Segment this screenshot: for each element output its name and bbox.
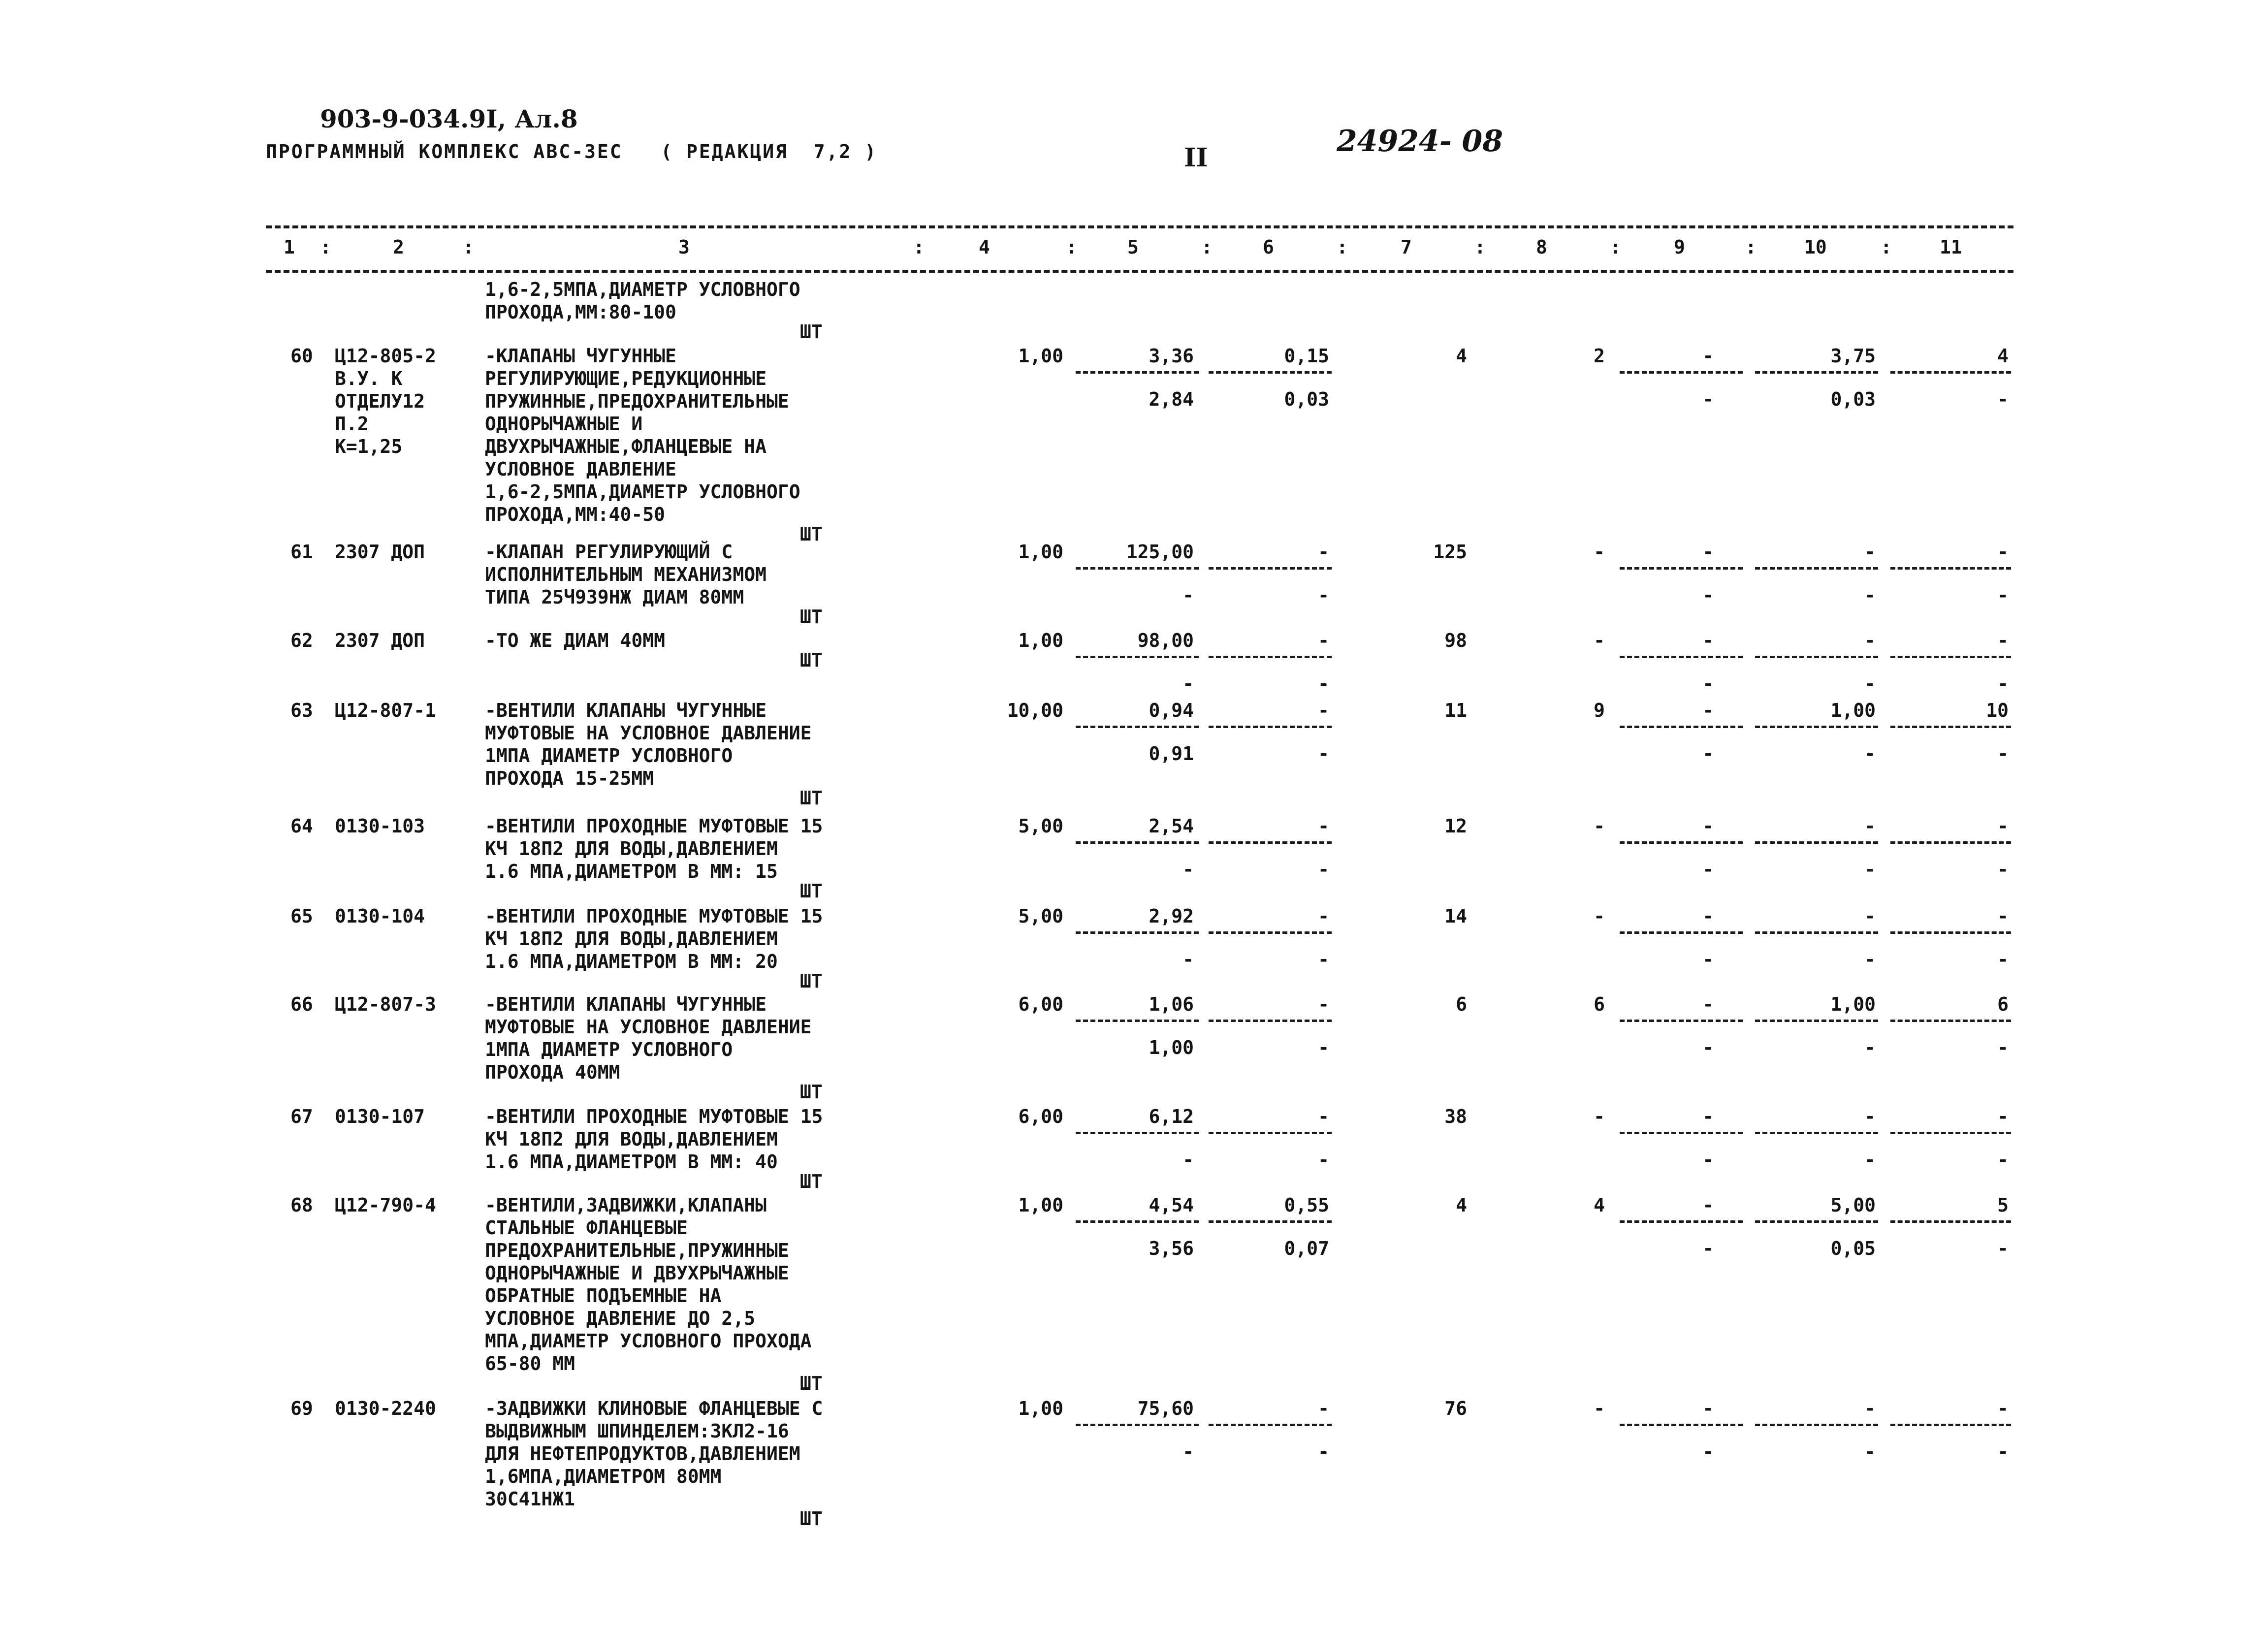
wages-total: 2 [1594, 345, 1605, 367]
wages-total: 6 [1594, 993, 1605, 1015]
total-cost: 4 [1456, 345, 1467, 367]
column-11-value: - [1997, 1106, 2009, 1127]
column-10-sub: - [1864, 949, 1876, 970]
value-separator-line [1620, 1424, 1743, 1426]
rate-code: 0130-104 [335, 905, 425, 927]
unit-of-measure: ШТ [800, 649, 823, 671]
unit-cost-total: 75,60 [1137, 1398, 1194, 1419]
column-9-value: - [1702, 993, 1714, 1015]
column-9-sub: - [1702, 1037, 1714, 1058]
quantity: 6,00 [1018, 993, 1063, 1015]
item-description: -ВЕНТИЛИ КЛАПАНЫ ЧУГУННЫЕ МУФТОВЫЕ НА УСЛОВНОЕ ДАВЛЕНИЕ 1МПА ДИАМЕТР УСЛОВНОГО ПРОХОДА 40ММ [485, 993, 812, 1083]
row-number: 66 [290, 993, 313, 1015]
value-separator-line [1890, 567, 2011, 570]
col-header-2: 2 [393, 236, 404, 258]
row-number: 68 [290, 1194, 313, 1216]
column-11-sub: - [1997, 673, 2009, 695]
value-separator-line [1755, 371, 1878, 374]
rate-code: Ц12-805-2 В.У. К ОТДЕЛУ12 П.2 К=1,25 [335, 345, 436, 457]
total-cost: 11 [1444, 700, 1467, 721]
col-divider: : [1881, 236, 1892, 258]
column-9-sub: - [1702, 1238, 1714, 1259]
handwritten-number: 24924- 08 [1337, 124, 1503, 159]
row-number: 60 [290, 345, 313, 367]
wages-total: - [1594, 1106, 1605, 1127]
col-header-8: 8 [1536, 236, 1547, 258]
unit-cost-total: 3,36 [1149, 345, 1194, 367]
unit-cost-wages: 2,84 [1149, 388, 1194, 410]
total-cost: 125 [1433, 541, 1467, 563]
col-header-7: 7 [1401, 236, 1412, 258]
value-separator-line [1209, 1020, 1332, 1022]
quantity: 1,00 [1018, 1398, 1063, 1419]
unit-cost-total: 4,54 [1149, 1194, 1194, 1216]
column-9-value: - [1702, 700, 1714, 721]
unit-cost-total: 0,94 [1149, 700, 1194, 721]
value-separator-line [1076, 656, 1199, 658]
value-separator-line [1755, 1424, 1878, 1426]
column-10-sub: - [1864, 1441, 1876, 1463]
value-separator-line [1076, 1220, 1199, 1223]
machine-cost: - [1318, 1398, 1329, 1419]
unit-cost-total: 125,00 [1126, 541, 1194, 563]
row-number: 62 [290, 630, 313, 651]
total-cost: 38 [1444, 1106, 1467, 1127]
top-rule [266, 225, 2013, 228]
unit-cost-wages: 0,91 [1149, 743, 1194, 765]
value-separator-line [1076, 1020, 1199, 1022]
column-11-value: 5 [1997, 1194, 2009, 1216]
unit-cost-wages: - [1182, 859, 1194, 880]
quantity: 10,00 [1007, 700, 1063, 721]
col-divider: : [1745, 236, 1757, 258]
unit-cost-wages: - [1182, 1441, 1194, 1463]
column-9-value: - [1702, 905, 1714, 927]
unit-of-measure: ШТ [800, 1171, 823, 1192]
unit-of-measure: ШТ [800, 787, 823, 809]
machine-cost: - [1318, 815, 1329, 837]
column-10-value: 5,00 [1830, 1194, 1876, 1216]
value-separator-line [1076, 931, 1199, 934]
value-separator-line [1076, 567, 1199, 570]
value-separator-line [1890, 1020, 2011, 1022]
value-separator-line [1620, 841, 1743, 844]
rate-code: 2307 ДОП [335, 630, 425, 651]
value-separator-line [1076, 841, 1199, 844]
column-10-value: - [1864, 905, 1876, 927]
machine-wages: - [1318, 743, 1329, 765]
column-9-sub: - [1702, 388, 1714, 410]
column-11-value: - [1997, 630, 2009, 651]
value-separator-line [1755, 1020, 1878, 1022]
machine-cost: - [1318, 541, 1329, 563]
column-9-value: - [1702, 1398, 1714, 1419]
quantity: 1,00 [1018, 630, 1063, 651]
item-description: -ВЕНТИЛИ ПРОХОДНЫЕ МУФТОВЫЕ 15 КЧ 18П2 ДЛЯ ВОДЫ,ДАВЛЕНИЕМ 1.6 МПА,ДИАМЕТРОМ В ММ: 15 [485, 815, 823, 882]
wages-total: - [1594, 630, 1605, 651]
col-header-1: 1 [284, 236, 295, 258]
row-number: 65 [290, 905, 313, 927]
col-divider: : [463, 236, 474, 258]
machine-cost: - [1318, 700, 1329, 721]
value-separator-line [1620, 1132, 1743, 1134]
item-description: 1,6-2,5МПА,ДИАМЕТР УСЛОВНОГО ПРОХОДА,ММ:80-100 [485, 279, 800, 323]
unit-cost-wages: 3,56 [1149, 1238, 1194, 1259]
unit-of-measure: ШТ [800, 606, 823, 628]
total-cost: 98 [1444, 630, 1467, 651]
document-title: ПРОГРАММНЫЙ КОМПЛЕКС АВС-3ЕС ( РЕДАКЦИЯ 7,2 ) [266, 141, 878, 162]
col-divider: : [1610, 236, 1621, 258]
column-11-value: 4 [1997, 345, 2009, 367]
column-11-sub: - [1997, 1238, 2009, 1259]
header-bottom-rule [266, 270, 2013, 273]
unit-cost-wages: - [1182, 949, 1194, 970]
wages-total: - [1594, 1398, 1605, 1419]
col-divider: : [320, 236, 331, 258]
value-separator-line [1890, 1424, 2011, 1426]
unit-cost-wages: - [1182, 584, 1194, 606]
quantity: 5,00 [1018, 815, 1063, 837]
value-separator-line [1755, 1220, 1878, 1223]
rate-code: Ц12-790-4 [335, 1194, 436, 1216]
column-10-value: - [1864, 1106, 1876, 1127]
column-11-value: - [1997, 1398, 2009, 1419]
value-separator-line [1620, 931, 1743, 934]
column-10-sub: - [1864, 584, 1876, 606]
col-header-3: 3 [678, 236, 690, 258]
column-11-value: 6 [1997, 993, 2009, 1015]
value-separator-line [1890, 371, 2011, 374]
value-separator-line [1620, 1020, 1743, 1022]
value-separator-line [1209, 1132, 1332, 1134]
document-code: 903-9-034.9I, Ал.8 [320, 104, 578, 133]
value-separator-line [1620, 371, 1743, 374]
machine-cost: - [1318, 905, 1329, 927]
column-10-sub: - [1864, 1149, 1876, 1171]
item-description: -ТО ЖЕ ДИАМ 40ММ [485, 630, 666, 651]
column-11-value: - [1997, 815, 2009, 837]
value-separator-line [1209, 726, 1332, 728]
total-cost: 14 [1444, 905, 1467, 927]
col-divider: : [1201, 236, 1213, 258]
rate-code: Ц12-807-1 [335, 700, 436, 721]
total-cost: 76 [1444, 1398, 1467, 1419]
value-separator-line [1890, 656, 2011, 658]
col-divider: : [1337, 236, 1348, 258]
column-11-value: 10 [1986, 700, 2009, 721]
value-separator-line [1755, 1132, 1878, 1134]
column-9-sub: - [1702, 673, 1714, 695]
quantity: 1,00 [1018, 1194, 1063, 1216]
unit-cost-total: 98,00 [1137, 630, 1194, 651]
machine-wages: 0,07 [1284, 1238, 1329, 1259]
value-separator-line [1209, 1220, 1332, 1223]
item-description: -ВЕНТИЛИ,ЗАДВИЖКИ,КЛАПАНЫ СТАЛЬНЫЕ ФЛАНЦЕВЫЕ ПРЕДОХРАНИТЕЛЬНЫЕ,ПРУЖИННЫЕ ОДНОРЫЧАЖНЫЕ И ДВУХРЫЧАЖНЫЕ ОБРАТНЫЕ ПОДЪЕМНЫЕ НА УСЛОВНОЕ ДАВЛЕНИЕ ДО 2,5 МПА,ДИАМЕТР УСЛОВНОГО ПРОХОДА 65-80 ММ [485, 1194, 812, 1374]
unit-of-measure: ШТ [800, 880, 823, 902]
col-divider: : [913, 236, 925, 258]
column-10-sub: 0,05 [1830, 1238, 1876, 1259]
machine-wages: - [1318, 673, 1329, 695]
column-10-value: 1,00 [1830, 700, 1876, 721]
total-cost: 12 [1444, 815, 1467, 837]
value-separator-line [1209, 567, 1332, 570]
quantity: 1,00 [1018, 345, 1063, 367]
row-number: 64 [290, 815, 313, 837]
machine-cost: - [1318, 630, 1329, 651]
value-separator-line [1890, 726, 2011, 728]
wages-total: - [1594, 815, 1605, 837]
wages-total: - [1594, 541, 1605, 563]
unit-of-measure: ШТ [800, 321, 823, 343]
value-separator-line [1620, 726, 1743, 728]
column-11-sub: - [1997, 1149, 2009, 1171]
column-10-value: - [1864, 541, 1876, 563]
column-11-sub: - [1997, 949, 2009, 970]
value-separator-line [1890, 931, 2011, 934]
item-description: -КЛАПАНЫ ЧУГУННЫЕ РЕГУЛИРУЮЩИЕ,РЕДУКЦИОННЫЕ ПРУЖИННЫЕ,ПРЕДОХРАНИТЕЛЬНЫЕ ОДНОРЫЧАЖНЫЕ И ДВУХРЫЧАЖНЫЕ,ФЛАНЦЕВЫЕ НА УСЛОВНОЕ ДАВЛЕНИЕ 1,6-2,5МПА,ДИАМЕТР УСЛОВНОГО ПРОХОДА,ММ:40-50 [485, 345, 800, 525]
value-separator-line [1076, 371, 1199, 374]
value-separator-line [1209, 931, 1332, 934]
total-cost: 4 [1456, 1194, 1467, 1216]
column-10-sub: 0,03 [1830, 388, 1876, 410]
rate-code: 0130-103 [335, 815, 425, 837]
value-separator-line [1209, 371, 1332, 374]
value-separator-line [1209, 1424, 1332, 1426]
col-divider: : [1066, 236, 1077, 258]
unit-of-measure: ШТ [800, 523, 823, 545]
value-separator-line [1755, 841, 1878, 844]
row-number: 69 [290, 1398, 313, 1419]
column-9-value: - [1702, 815, 1714, 837]
item-description: -ВЕНТИЛИ ПРОХОДНЫЕ МУФТОВЫЕ 15 КЧ 18П2 ДЛЯ ВОДЫ,ДАВЛЕНИЕМ 1.6 МПА,ДИАМЕТРОМ В ММ: 40 [485, 1106, 823, 1173]
quantity: 1,00 [1018, 541, 1063, 563]
machine-wages: - [1318, 859, 1329, 880]
machine-cost: 0,15 [1284, 345, 1329, 367]
value-separator-line [1755, 567, 1878, 570]
unit-of-measure: ШТ [800, 1081, 823, 1103]
col-header-4: 4 [979, 236, 990, 258]
column-11-sub: - [1997, 1037, 2009, 1058]
value-separator-line [1890, 1132, 2011, 1134]
value-separator-line [1620, 567, 1743, 570]
column-9-value: - [1702, 1106, 1714, 1127]
column-10-value: - [1864, 1398, 1876, 1419]
unit-cost-total: 1,06 [1149, 993, 1194, 1015]
value-separator-line [1209, 841, 1332, 844]
wages-total: 9 [1594, 700, 1605, 721]
machine-wages: - [1318, 1149, 1329, 1171]
wages-total: 4 [1594, 1194, 1605, 1216]
unit-cost-wages: - [1182, 673, 1194, 695]
column-10-sub: - [1864, 743, 1876, 765]
wages-total: - [1594, 905, 1605, 927]
column-9-value: - [1702, 345, 1714, 367]
column-9-value: - [1702, 630, 1714, 651]
column-9-sub: - [1702, 1149, 1714, 1171]
value-separator-line [1209, 656, 1332, 658]
machine-wages: - [1318, 1037, 1329, 1058]
value-separator-line [1755, 656, 1878, 658]
col-divider: : [1474, 236, 1486, 258]
value-separator-line [1890, 841, 2011, 844]
quantity: 6,00 [1018, 1106, 1063, 1127]
column-10-value: - [1864, 630, 1876, 651]
column-10-sub: - [1864, 673, 1876, 695]
quantity: 5,00 [1018, 905, 1063, 927]
col-header-5: 5 [1127, 236, 1139, 258]
column-10-value: 3,75 [1830, 345, 1876, 367]
rate-code: 2307 ДОП [335, 541, 425, 563]
value-separator-line [1620, 656, 1743, 658]
row-number: 63 [290, 700, 313, 721]
value-separator-line [1620, 1220, 1743, 1223]
column-9-sub: - [1702, 743, 1714, 765]
column-10-sub: - [1864, 859, 1876, 880]
unit-cost-wages: 1,00 [1149, 1037, 1194, 1058]
machine-cost: - [1318, 1106, 1329, 1127]
value-separator-line [1076, 1132, 1199, 1134]
column-9-sub: - [1702, 1441, 1714, 1463]
rate-code: Ц12-807-3 [335, 993, 436, 1015]
rate-code: 0130-2240 [335, 1398, 436, 1419]
column-10-sub: - [1864, 1037, 1876, 1058]
machine-wages: 0,03 [1284, 388, 1329, 410]
column-11-value: - [1997, 905, 2009, 927]
col-header-9: 9 [1674, 236, 1685, 258]
machine-wages: - [1318, 584, 1329, 606]
column-11-sub: - [1997, 1441, 2009, 1463]
unit-of-measure: ШТ [800, 970, 823, 992]
value-separator-line [1755, 726, 1878, 728]
row-number: 61 [290, 541, 313, 563]
item-description: -ЗАДВИЖКИ КЛИНОВЫЕ ФЛАНЦЕВЫЕ С ВЫДВИЖНЫМ ШПИНДЕЛЕМ:ЗКЛ2-16 ДЛЯ НЕФТЕПРОДУКТОВ,ДАВЛЕНИЕМ 1,6МПА,ДИАМЕТРОМ 80ММ 30С41НЖ1 [485, 1398, 823, 1510]
column-10-value: 1,00 [1830, 993, 1876, 1015]
unit-cost-total: 2,54 [1149, 815, 1194, 837]
column-9-value: - [1702, 1194, 1714, 1216]
column-9-sub: - [1702, 584, 1714, 606]
item-description: -КЛАПАН РЕГУЛИРУЮЩИЙ С ИСПОЛНИТЕЛЬНЫМ МЕХАНИЗМОМ ТИПА 25Ч939НЖ ДИАМ 80ММ [485, 541, 767, 608]
column-10-value: - [1864, 815, 1876, 837]
total-cost: 6 [1456, 993, 1467, 1015]
unit-cost-total: 6,12 [1149, 1106, 1194, 1127]
unit-cost-wages: - [1182, 1149, 1194, 1171]
column-9-value: - [1702, 541, 1714, 563]
column-11-sub: - [1997, 584, 2009, 606]
machine-wages: - [1318, 949, 1329, 970]
page-number: II [1184, 143, 1208, 173]
col-header-11: 11 [1940, 236, 1962, 258]
item-description: -ВЕНТИЛИ КЛАПАНЫ ЧУГУННЫЕ МУФТОВЫЕ НА УСЛОВНОЕ ДАВЛЕНИЕ 1МПА ДИАМЕТР УСЛОВНОГО ПРОХОДА 15-25ММ [485, 700, 812, 789]
value-separator-line [1076, 1424, 1199, 1426]
column-header-row [0, 236, 2268, 261]
column-11-sub: - [1997, 743, 2009, 765]
machine-cost: - [1318, 993, 1329, 1015]
value-separator-line [1076, 726, 1199, 728]
row-number: 67 [290, 1106, 313, 1127]
column-9-sub: - [1702, 859, 1714, 880]
machine-wages: - [1318, 1441, 1329, 1463]
col-header-6: 6 [1263, 236, 1274, 258]
col-header-10: 10 [1804, 236, 1827, 258]
unit-cost-total: 2,92 [1149, 905, 1194, 927]
column-11-sub: - [1997, 859, 2009, 880]
unit-of-measure: ШТ [800, 1373, 823, 1394]
value-separator-line [1755, 931, 1878, 934]
machine-cost: 0,55 [1284, 1194, 1329, 1216]
column-11-sub: - [1997, 388, 2009, 410]
value-separator-line [1890, 1220, 2011, 1223]
column-9-sub: - [1702, 949, 1714, 970]
unit-of-measure: ШТ [800, 1508, 823, 1530]
column-11-value: - [1997, 541, 2009, 563]
rate-code: 0130-107 [335, 1106, 425, 1127]
item-description: -ВЕНТИЛИ ПРОХОДНЫЕ МУФТОВЫЕ 15 КЧ 18П2 ДЛЯ ВОДЫ,ДАВЛЕНИЕМ 1.6 МПА,ДИАМЕТРОМ В ММ: 20 [485, 905, 823, 972]
